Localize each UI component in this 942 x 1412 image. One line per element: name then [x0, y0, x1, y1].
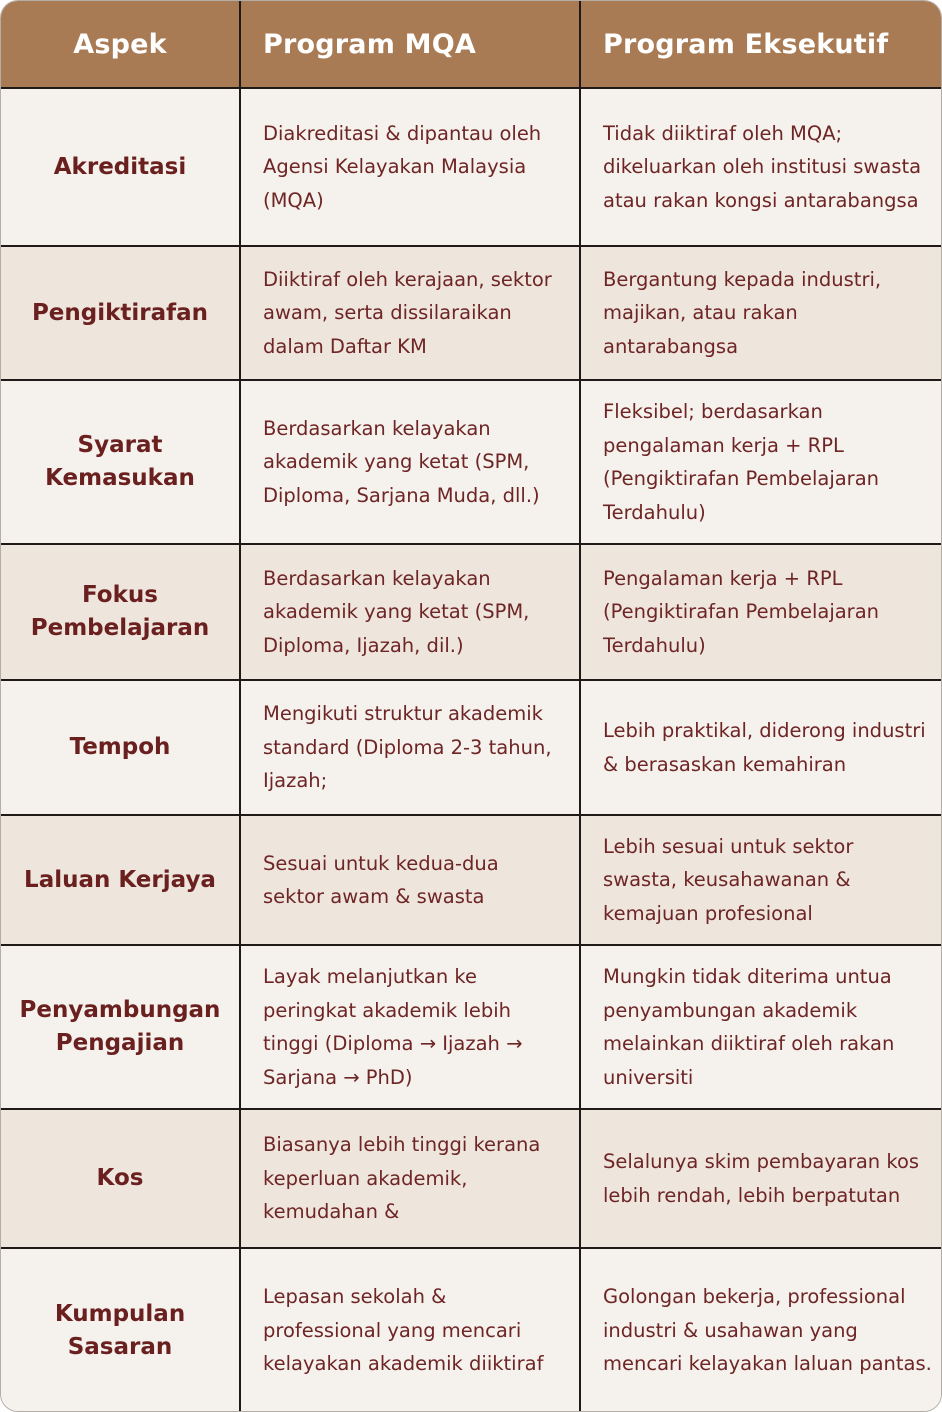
- row-eksekutif: Mungkin tidak diterima untua penyambungan akademik melainkan diiktiraf oleh rakan universiti: [580, 945, 941, 1109]
- row-eksekutif: Lebih praktikal, diderong industri & berasaskan kemahiran: [580, 680, 941, 815]
- row-mqa: Layak melanjutkan ke peringkat akademik lebih tinggi (Diploma → Ijazah → Sarjana → PhD): [240, 945, 580, 1109]
- row-aspect: Akreditasi: [1, 88, 240, 246]
- header-program-eksekutif: Program Eksekutif: [580, 1, 941, 88]
- row-aspect: Laluan Kerjaya: [1, 815, 240, 945]
- row-eksekutif: Tidak diiktiraf oleh MQA; dikeluarkan oleh institusi swasta atau rakan kongsi antarabangsa: [580, 88, 941, 246]
- row-mqa: Berdasarkan kelayakan akademik yang ketat (SPM, Diploma, Sarjana Muda, dll.): [240, 380, 580, 544]
- table-row: [1, 815, 941, 945]
- table-header-row: [1, 1, 941, 88]
- comparison-table: [1, 1, 941, 1412]
- table-row: [1, 1109, 941, 1248]
- table-row: [1, 680, 941, 815]
- table-row: [1, 1248, 941, 1412]
- row-aspect: Penyambungan Pengajian: [1, 945, 240, 1109]
- row-eksekutif: Lebih sesuai untuk sektor swasta, keusahawanan & kemajuan profesional: [580, 815, 941, 945]
- row-aspect: Tempoh: [1, 680, 240, 815]
- row-mqa: Diiktiraf oleh kerajaan, sektor awam, serta dissilaraikan dalam Daftar KM: [240, 246, 580, 380]
- row-mqa: Lepasan sekolah & professional yang mencari kelayakan akademik diiktiraf: [240, 1248, 580, 1412]
- row-eksekutif: Selalunya skim pembayaran kos lebih rendah, lebih berpatutan: [580, 1109, 941, 1248]
- table-row: [1, 88, 941, 246]
- row-mqa: Berdasarkan kelayakan akademik yang ketat (SPM, Diploma, Ijazah, dil.): [240, 544, 580, 680]
- table-row: [1, 544, 941, 680]
- row-mqa: Mengikuti struktur akademik standard (Diploma 2-3 tahun, Ijazah;: [240, 680, 580, 815]
- table-row: [1, 380, 941, 544]
- row-aspect: Fokus Pembelajaran: [1, 544, 240, 680]
- row-aspect: Syarat Kemasukan: [1, 380, 240, 544]
- row-mqa: Biasanya lebih tinggi kerana keperluan akademik, kemudahan &: [240, 1109, 580, 1248]
- row-eksekutif: Pengalaman kerja + RPL (Pengiktirafan Pembelajaran Terdahulu): [580, 544, 941, 680]
- row-mqa: Diakreditasi & dipantau oleh Agensi Kelayakan Malaysia (MQA): [240, 88, 580, 246]
- row-eksekutif: Bergantung kepada industri, majikan, atau rakan antarabangsa: [580, 246, 941, 380]
- header-aspect: Aspek: [1, 1, 240, 88]
- table-row: [1, 246, 941, 380]
- row-aspect: Pengiktirafan: [1, 246, 240, 380]
- row-mqa: Sesuai untuk kedua-dua sektor awam & swasta: [240, 815, 580, 945]
- row-aspect: Kumpulan Sasaran: [1, 1248, 240, 1412]
- row-eksekutif: Golongan bekerja, professional industri & usahawan yang mencari kelayakan laluan pantas.: [580, 1248, 941, 1412]
- table-row: [1, 945, 941, 1109]
- header-program-mqa: Program MQA: [240, 1, 580, 88]
- row-eksekutif: Fleksibel; berdasarkan pengalaman kerja + RPL (Pengiktirafan Pembelajaran Terdahulu): [580, 380, 941, 544]
- row-aspect: Kos: [1, 1109, 240, 1248]
